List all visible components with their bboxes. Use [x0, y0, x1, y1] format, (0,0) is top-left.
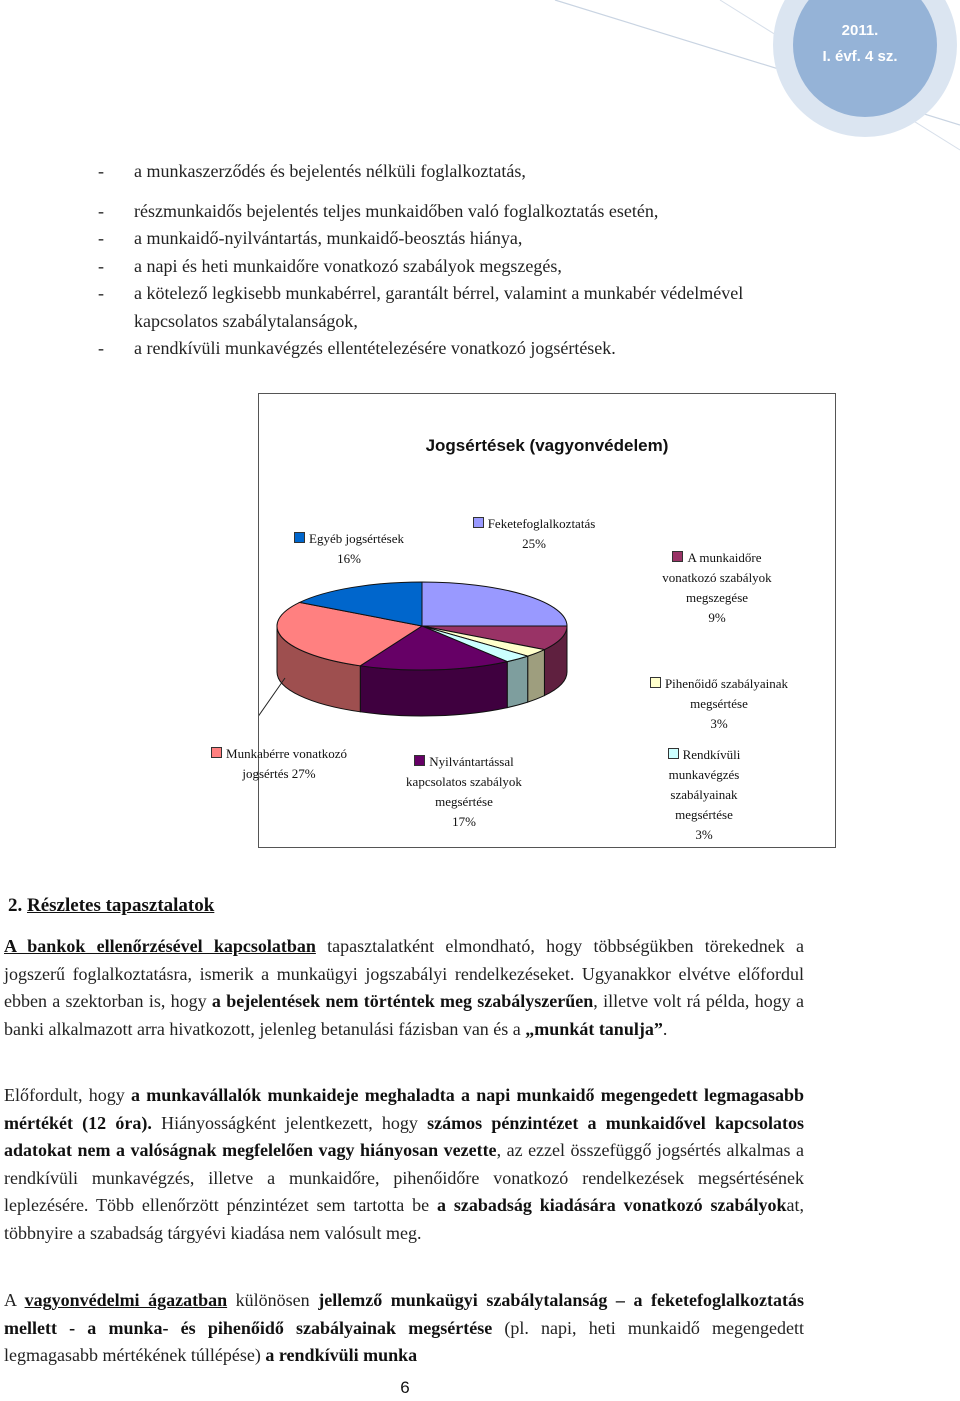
list-item-text: a munkaszerződés és bejelentés nélküli foglalkoztatás,	[134, 161, 526, 181]
chart-title: Jogsértések (vagyonvédelem)	[425, 436, 669, 455]
label-munkaido-line1: A munkaidőre	[687, 550, 762, 565]
p3-text-b: különösen	[227, 1290, 319, 1310]
legend-swatch-nyilv	[414, 755, 425, 766]
p1-bold-a: a bejelentések nem történtek meg szabályszerűen	[211, 991, 594, 1012]
label-munkaido-line2: vonatkozó szabályok	[662, 570, 772, 585]
label-rendkivuli-line1: Rendkívüli	[682, 747, 741, 762]
pie-chart-frame	[226, 393, 836, 848]
label-rendkivuli-line3: szabályainak	[670, 787, 738, 802]
p3-bold-underlined: vagyonvédelmi ágazatban	[24, 1290, 228, 1310]
list-dash: -	[98, 338, 104, 358]
list-dash: -	[98, 161, 104, 181]
label-munkaido-line3: megszegése	[685, 590, 749, 605]
label-rendkivuli	[629, 745, 779, 845]
p3-bold-a: jellemző munkaügyi szabálytalanság – a feketefoglalkoztatás mellett - a munka- és pihenőidő szabályainak megsértése	[4, 1290, 804, 1338]
legend-swatch-munkaber	[211, 747, 222, 758]
label-rendkivuli-percent: 3%	[695, 827, 713, 842]
label-piheno	[609, 674, 829, 734]
label-piheno-percent: 3%	[710, 716, 728, 731]
badge-issue: I. évf. 4 sz.	[822, 48, 898, 65]
label-rendkivuli-line4: megsértése	[675, 807, 733, 822]
paragraph-security-sector	[4, 1287, 804, 1370]
legend-swatch-rendkivuli	[668, 748, 679, 759]
label-nyilv-line2: kapcsolatos szabályok	[406, 774, 522, 789]
page-number: 6	[400, 1378, 410, 1397]
label-fekete	[424, 514, 644, 554]
list-item	[98, 198, 818, 226]
section-title: Részletes tapasztalatok	[27, 895, 215, 916]
label-fekete-name: Feketefoglalkoztatás	[487, 516, 596, 531]
legend-swatch-fekete	[473, 517, 484, 528]
list-item	[98, 280, 818, 335]
p2-text-a: Előfordult, hogy	[4, 1085, 131, 1105]
list-item-text: a munkaidő-nyilvántartás, munkaidő-beosztás hiánya,	[134, 228, 523, 248]
label-nyilv-percent: 17%	[452, 814, 476, 829]
list-item-text: a kötelező legkisebb munkabérrel, garantált bérrel, valamint a munkabér védelmével kapcsolatos szabálytalanságok,	[134, 283, 744, 331]
p3-text-c: (pl. napi, heti munkaidő megengedett legmagasabb mértékének túllépése)	[4, 1317, 804, 1366]
legend-swatch-piheno	[650, 677, 661, 688]
label-munkaber-line1: Munkabérre vonatkozó	[226, 746, 347, 761]
badge-year: 2011.	[841, 22, 879, 39]
violation-list	[98, 158, 818, 363]
list-dash: -	[98, 200, 104, 221]
pie-slice-feketefoglalkoztatas	[422, 582, 567, 626]
pie-side-pihenoido-szabalyainak-megsertese	[528, 650, 545, 703]
p3-bold-b: a rendkívüli munka	[265, 1345, 418, 1366]
p1-bold-b: „munkát tanulja”	[525, 1018, 663, 1039]
list-dash: -	[98, 255, 104, 276]
label-munkaber	[154, 744, 404, 784]
label-nyilv-line1: Nyilvántartással	[429, 754, 514, 769]
section-heading	[8, 895, 214, 917]
pie-side-rendkivuli-munkavegzes-szabalyainak-megsertese	[507, 656, 527, 707]
label-piheno-line1: Pihenőidő szabályainak	[664, 676, 789, 691]
label-piheno-line2: megsértése	[690, 696, 748, 711]
list-item	[98, 253, 818, 281]
p2-bold-b: számos pénzintézet a munkaidővel kapcsolatos adatokat nem a valóságnak megfelelően vagy hiányosan vezette	[4, 1112, 804, 1161]
p1-text-b: , illetve volt rá példa, hogy a banki alkalmazott arra hivatkozott, jelenleg betanulási fázisban van és a	[4, 991, 804, 1039]
banks-inspection-phrase: A bankok ellenőrzésével kapcsolatban	[4, 936, 316, 956]
label-munkaido-percent: 9%	[708, 610, 726, 625]
p2-bold-c: a szabadság kiadására vonatkozó szabályok	[437, 1195, 787, 1216]
section-number: 2.	[8, 895, 23, 916]
issue-badge	[770, 18, 950, 70]
paragraph-working-time	[4, 1082, 804, 1248]
legend-swatch-munkaido	[672, 551, 683, 562]
list-item	[98, 335, 818, 363]
p2-text-b: Hiányosságként jelentkezett, hogy	[151, 1112, 428, 1133]
label-fekete-percent: 25%	[522, 536, 546, 551]
list-item-text: részmunkaidős bejelentés teljes munkaidőben való foglalkoztatás esetén,	[134, 200, 659, 221]
list-item-text: a napi és heti munkaidőre vonatkozó szabályok megszegés,	[134, 255, 562, 276]
label-rendkivuli-line2: munkavégzés	[668, 767, 740, 782]
list-item	[98, 158, 818, 186]
p1-text-a: tapasztalatként elmondható, hogy többségükben törekednek a jogszerű foglalkoztatásra, ismerik a munkaügyi jogszabályi rendelkezéseket. Ugyanakkor elvétve előfordul ebben a szektorban is, hogy	[4, 936, 804, 1012]
label-munkaber-line2: jogsértés 27%	[242, 766, 316, 781]
p1-text-c: .	[662, 1018, 668, 1039]
paragraph-banks	[4, 933, 804, 1043]
label-nyilv-line3: megsértése	[435, 794, 493, 809]
p2-text-c: , az ezzel összefüggő jogsértés alkalmas a rendkívüli munkavégzés, illetve a munkaidőre, pihenőidőre vonatkozó rendelkezések megsértésének leplezésére. Több ellenőrzött pénzintézet sem tartotta be	[4, 1140, 804, 1216]
list-dash: -	[98, 228, 104, 248]
p3-text-a: A	[4, 1290, 25, 1310]
p2-bold-a: a munkavállalók munkaideje meghaladta a napi munkaidő megengedett legmagasabb mértékét (12 óra).	[4, 1085, 804, 1133]
label-egyeb-percent: 16%	[337, 551, 361, 566]
legend-swatch-egyeb	[294, 532, 305, 543]
list-item	[98, 225, 818, 253]
label-munkaido	[617, 548, 817, 628]
label-nyilv	[369, 752, 559, 832]
label-egyeb-name: Egyéb jogsértések	[309, 531, 404, 546]
leader-line-munkaber	[259, 678, 285, 744]
list-item-text: a rendkívüli munkavégzés ellentételezésére vonatkozó jogsértések.	[134, 338, 616, 358]
list-dash: -	[98, 283, 104, 303]
p2-text-d: at, többnyire a szabadság tárgyévi kiadása nem valósult meg.	[4, 1195, 804, 1243]
